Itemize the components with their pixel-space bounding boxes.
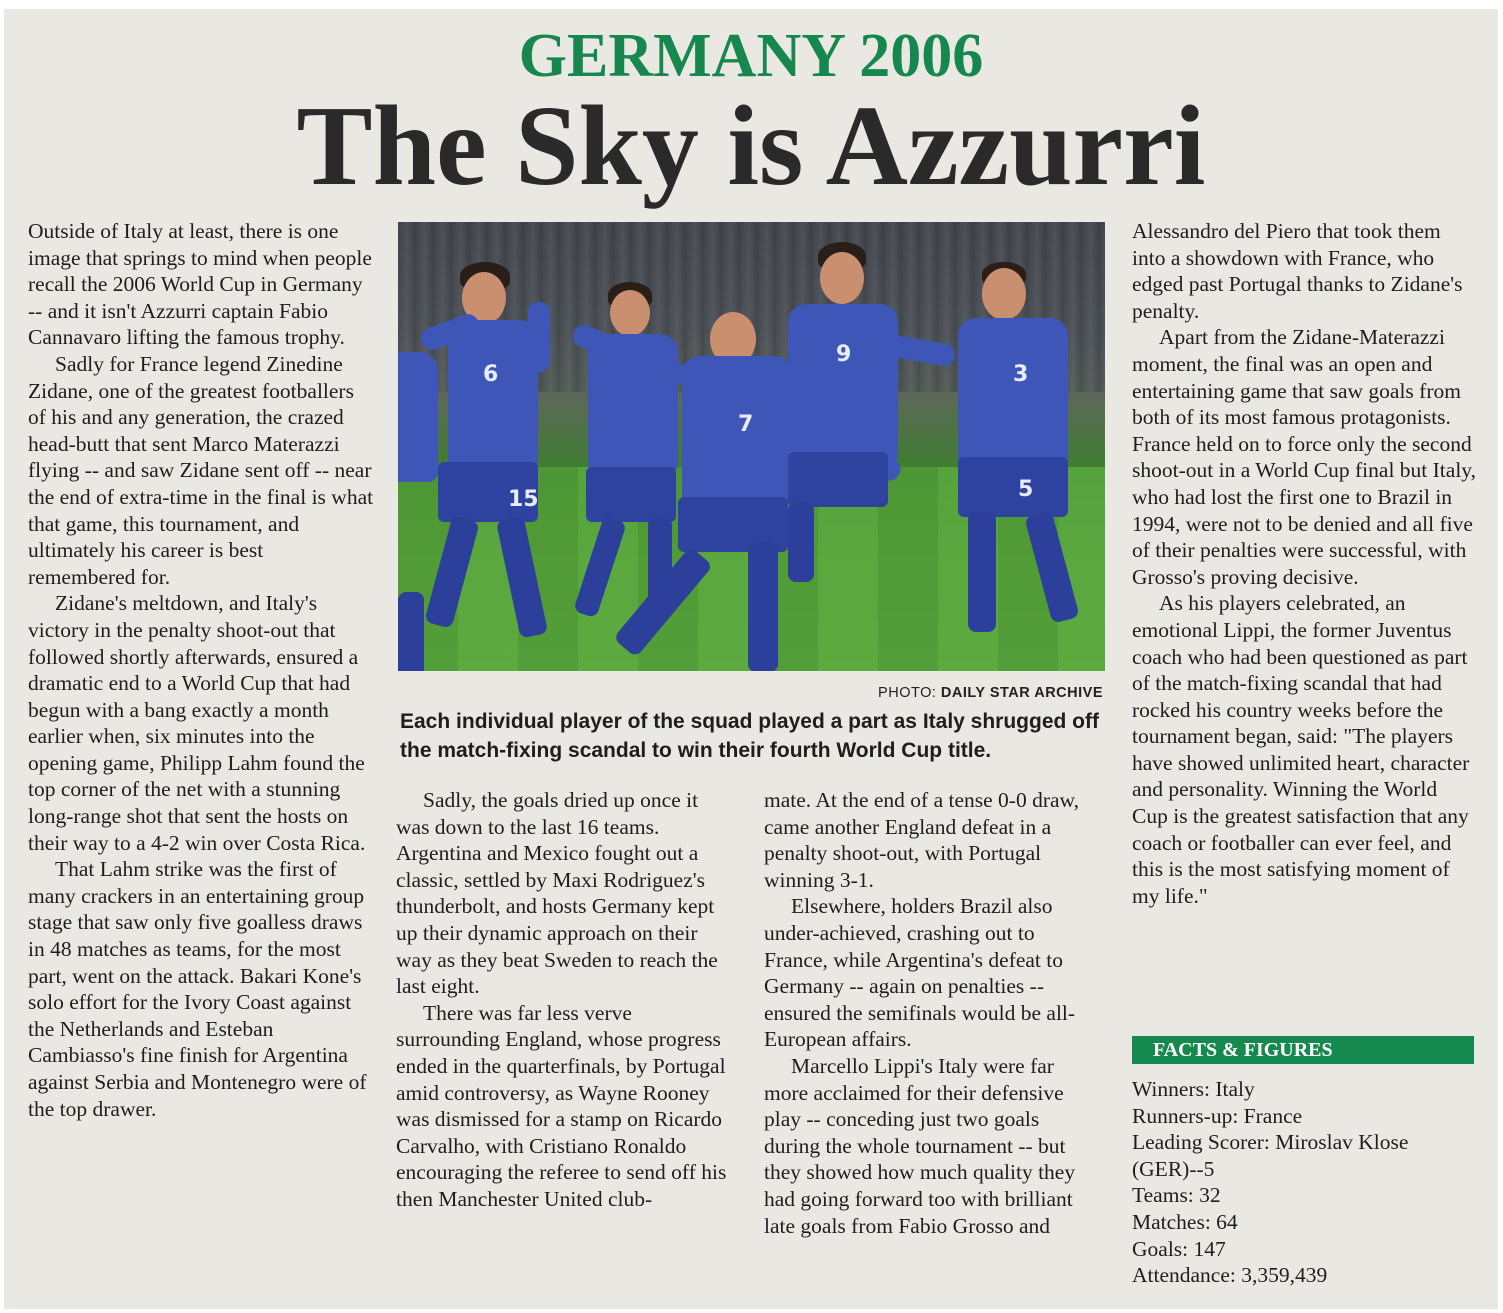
article-column-4 [1132,218,1478,909]
facts-figures-header: FACTS & FIGURES [1132,1036,1474,1064]
paragraph: mate. At the end of a tense 0-0 draw, came another England defeat in a penalty shoot-out, with Portugal winning 3-1. [764,788,1080,892]
fact-item: Goals: 147 [1132,1236,1226,1261]
paragraph: Apart from the Zidane-Materazzi moment, the final was an open and entertaining game that saw goals from both of its most famous protagonists. France held on to force only the second shoot-out in a World Cup final but Italy, who had lost the first one to Brazil in 1994, were not to be denied and all five of their penalties were successful, with Grosso's proving decisive. [1132,325,1477,589]
paragraph: Zidane's meltdown, and Italy's victory in the penalty shoot-out that followed shortly afterwards, ensured a dramatic end to a World Cup that had begun with a bang exactly a month earlier when, six minutes into the opening game, Philipp Lahm found the top corner of the net with a stunning long-range shot that sent the hosts on their way to a 4-2 win over Costa Rica. [28,591,366,855]
section-kicker: GERMANY 2006 [518,22,984,90]
paragraph: There was far less verve surrounding England, whose progress ended in the quarterfinals, by Portugal amid controversy, as Wayne Rooney was dismissed for a stamp on Ricardo Carvalho, with Cristiano Ronaldo encouraging the referee to send off his then Manchester United club- [396,1000,727,1211]
paragraph: Elsewhere, holders Brazil also under-achieved, crashing out to France, while Argentina's defeat to Germany -- again on penalties -- ensured the semifinals would be all-European affairs. [764,894,1076,1052]
article-column-2 [396,787,736,1213]
fact-item: Matches: 64 [1132,1209,1238,1234]
paragraph: Sadly for France legend Zinedine Zidane, one of the greatest footballers of his and any generation, the crazed head-butt that sent Marco Materazzi flying -- and saw Zidane sent off -- near the end of extra-time in the final is what that game, this tournament, and ultimately his career is best remembered for. [28,351,374,589]
team-celebration-photo: 6 15 7 9 3 5 [398,222,1105,671]
headline: The Sky is Azzurri [296,82,1206,209]
photo-caption: Each individual player of the squad played a part as Italy shrugged off the match-fixing scandal to win their fourth World Cup title. [400,710,1099,762]
article-column-1 [28,218,374,1122]
newspaper-page [4,9,1498,1309]
fact-item: Teams: 32 [1132,1183,1221,1208]
paragraph: Outside of Italy at least, there is one image that springs to mind when people recall the 2006 World Cup in Germany -- and it isn't Azzurri captain Fabio Cannavaro lifting the famous trophy. [28,219,372,350]
fact-item: Winners: Italy [1132,1077,1255,1101]
paragraph: As his players celebrated, an emotional Lippi, the former Juventus coach who had been questioned as part of the match-fixing scandal that had rocked his country weeks before the tournament began, said: "The players have showed unlimited heart, character and personality. Winning the World Cup is the greatest satisfaction that any coach or footballer can ever feel, and this is the most satisfying moment of my life." [1132,591,1470,908]
fact-item: Attendance: 3,359,439 [1132,1263,1328,1288]
paragraph: That Lahm strike was the first of many crackers in an entertaining group stage that saw only five goalless draws in 48 matches as teams, for the most part, went on the attack. Bakari Kone's solo effort for the Ivory Coast against the Netherlands and Esteban Cambiasso's fine finish for Argentina against Serbia and Montenegro were of the top drawer. [28,857,367,1121]
fact-item: Leading Scorer: Miroslav Klose (GER)--5 [1132,1130,1409,1181]
paragraph: Sadly, the goals dried up once it was down to the last 16 teams. Argentina and Mexico fought out a classic, settled by Maxi Rodriguez's thunderbolt, and hosts Germany kept up their dynamic approach on their way as they beat Sweden to reach the last eight. [396,788,718,999]
fact-item: Runners-up: France [1132,1103,1303,1128]
article-column-3 [764,787,1100,1239]
photo-credit: PHOTO: DAILY STAR ARCHIVE [878,685,1103,701]
facts-figures-list [1132,1076,1478,1289]
paragraph: Alessandro del Piero that took them into a showdown with France, who edged past Portugal thanks to Zidane's penalty. [1132,219,1463,323]
paragraph: Marcello Lippi's Italy were far more acclaimed for their defensive play -- conceding just two goals during the whole tournament -- but they showed how much quality they had going forward too with brilliant late goals from Fabio Grosso and [764,1053,1076,1238]
